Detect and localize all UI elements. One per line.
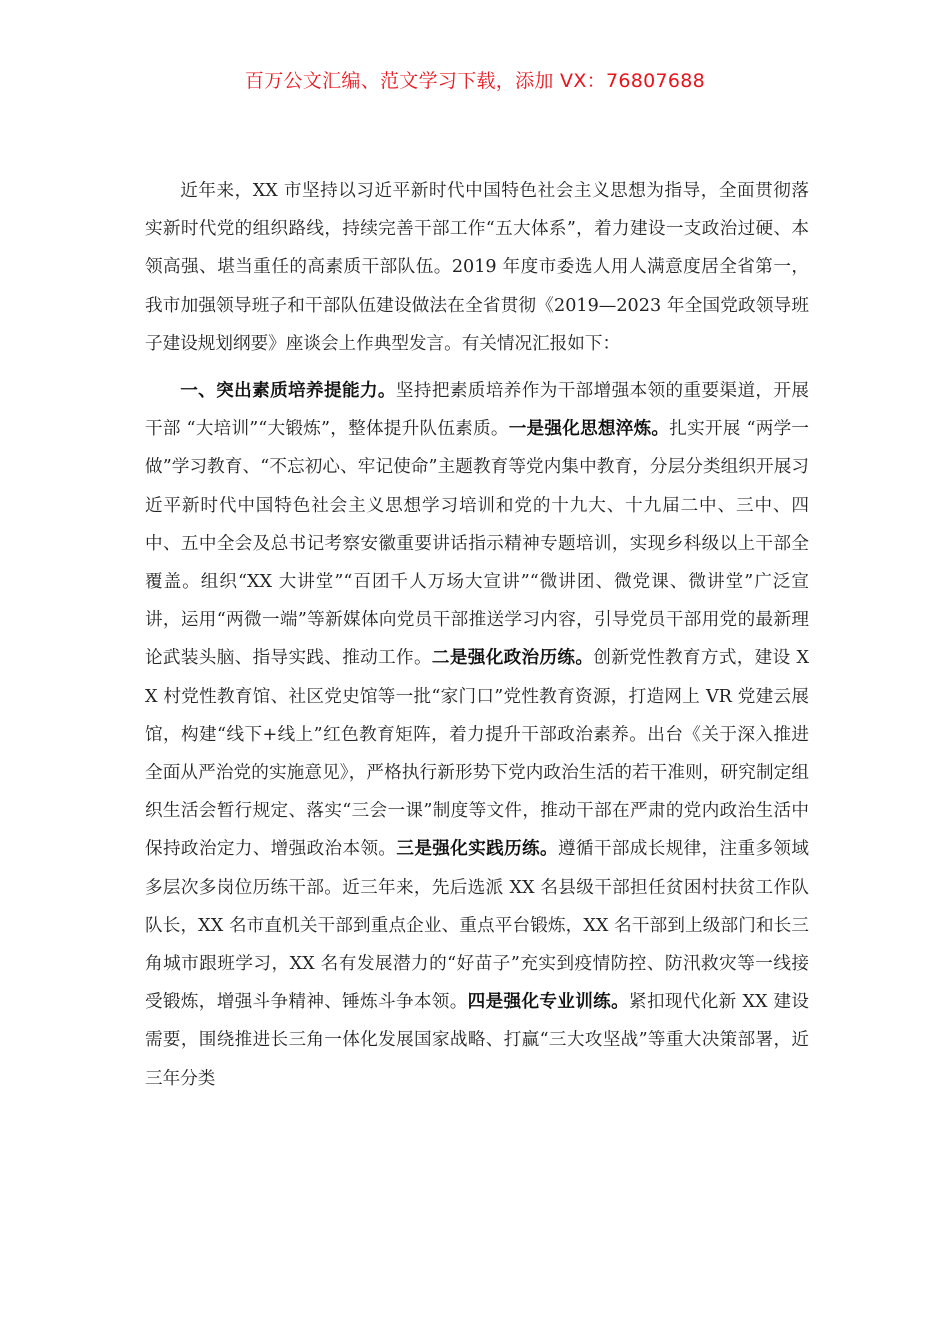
point-4-text: 紧扣现代化新 XX 建设需要，围绕推进长三角一体化发展国家战略、打赢“三大攻坚战”等重大决策部署，近三年分类 (145, 992, 809, 1089)
point-1-title: 一是强化思想淬炼。 (508, 418, 670, 440)
point-1-text: 扎实开展 “两学一做”学习教育、“不忘初心、牢记使命”主题教育等党内集中教育，分层分类组织开展习近平新时代中国特色社会主义思想学习培训和党的十九大、十九届二中、三中、四中、五中全会及总书记考察安徽重要讲话指示精神专题培训，实现乡科级以上干部全覆盖。组织“XX 大讲堂”“百团千人万场大宣讲”“微讲团、微党课、微讲堂”广泛宣讲，运用“两微一端”等新媒体向党员干部推送学习内容，引导党员干部用党的最新理论武装头脑、指导实践、推动工作。 (145, 419, 810, 669)
point-2-title: 二是强化政治历练。 (431, 647, 594, 669)
point-4-title: 四是强化专业训练。 (467, 991, 630, 1013)
section-1-paragraph (145, 372, 809, 1098)
intro-paragraph: 近年来，XX 市坚持以习近平新时代中国特色社会主义思想为指导，全面贯彻落实新时代党的组织路线，持续完善干部工作“五大体系”，着力建设一支政治过硬、本领高强、堪当重任的高素质干部队伍。2019 年度市委选人用人满意度居全省第一，我市加强领导班子和干部队伍建设做法在全省贯彻《2019—2023 年全国党政领导班子建设规划纲要》座谈会上作典型发言。有关情况汇报如下： (145, 181, 809, 354)
section-1-text: 坚持把素质培养作为干部增强本领的重要渠道，开展干部 “大培训”“大锻炼”，整体提升队伍素质。 (145, 381, 809, 440)
point-3-text: 遵循干部成长规律，注重多领域多层次多岗位历练干部。近三年来，先后选派 XX 名县级干部担任贫困村扶贫工作队队长，XX 名市直机关干部到重点企业、重点平台锻炼，XX 名干部到上级部门和长三角城市跟班学习，XX 名有发展潜力的“好苗子”充实到疫情防控、防汛救灾等一线接受锻炼，增强斗争精神、锤炼斗争本领。 (145, 839, 809, 1013)
point-2-text: 创新党性教育方式，建设 XX 村党性教育馆、社区党史馆等一批“家门口”党性教育资源，打造网上 VR 党建云展馆，构建“线下+线上”红色教育矩阵，着力提升干部政治素养。出台《关于深入推进全面从严治党的实施意见》，严格执行新形势下党内政治生活的若干准则，研究制定组织生活会暂行规定、落实“三会一课”制度等文件，推动干部在严肃的党内政治生活中保持政治定力、增强政治本领。 (145, 648, 809, 860)
section-1-heading: 一、突出素质培养提能力。 (180, 380, 396, 402)
point-3-title: 三是强化实践历练。 (396, 838, 558, 860)
header-notice: 百万公文汇编、范文学习下载，添加 VX：76807688 (244, 70, 706, 92)
document-body (145, 172, 809, 1098)
